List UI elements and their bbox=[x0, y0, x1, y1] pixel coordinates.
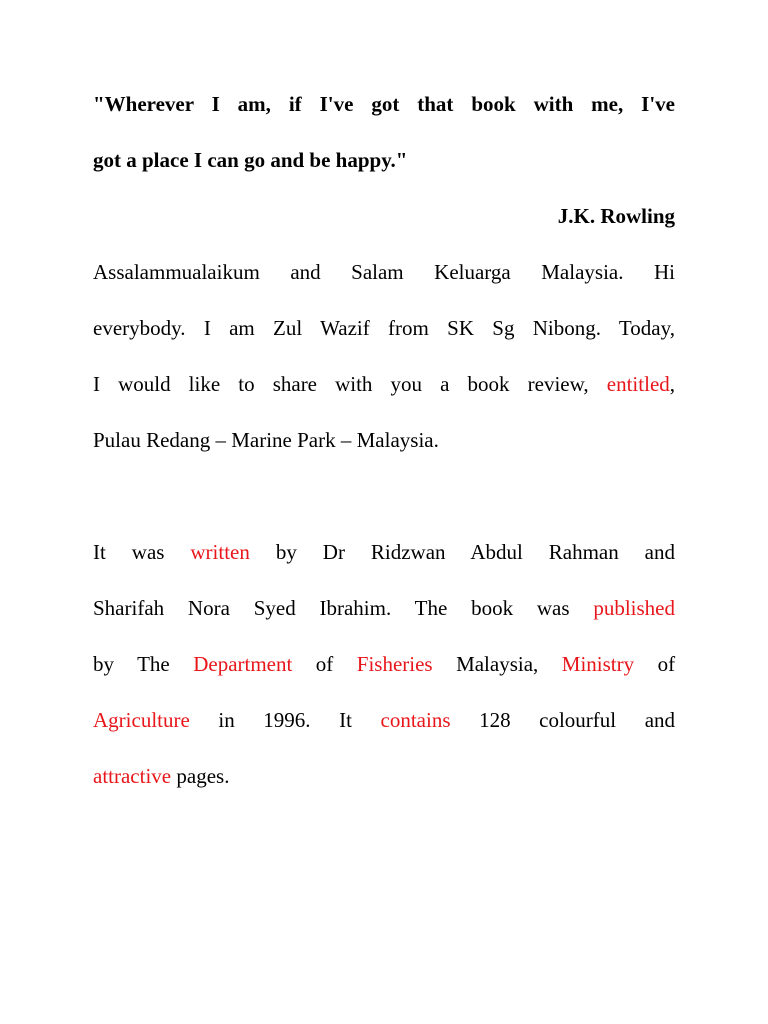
text-segment: of bbox=[315, 652, 334, 676]
paragraph1-line-4: Pulau Redang – Marine Park – Malaysia. bbox=[93, 428, 439, 452]
text-segment: by Dr Ridzwan Abdul Rahman and bbox=[275, 540, 676, 564]
text-segment: It was bbox=[93, 540, 165, 564]
paragraph2-line-4 bbox=[93, 692, 675, 748]
document-page bbox=[93, 76, 675, 804]
comma: , bbox=[669, 372, 676, 396]
highlight-word: attractive bbox=[93, 764, 172, 788]
highlight-word: written bbox=[190, 540, 250, 564]
highlight-word: contains bbox=[380, 708, 451, 732]
paragraph2-line-2 bbox=[93, 580, 675, 636]
highlight-word: entitled bbox=[606, 372, 670, 396]
paragraph1-line-1: Assalammualaikum and Salam Keluarga Malaysia. Hi bbox=[93, 260, 675, 284]
paragraph1-line-3-text: I would like to share with you a book review, bbox=[93, 372, 589, 396]
quote-line-1: "Wherever I am, if I've got that book with me, I've bbox=[93, 92, 675, 116]
text-segment: of bbox=[657, 652, 676, 676]
text-segment: pages. bbox=[176, 764, 230, 788]
text-segment: Malaysia, bbox=[456, 652, 539, 676]
quote-author: J.K. Rowling bbox=[557, 204, 675, 228]
paragraph2-line-1 bbox=[93, 524, 675, 580]
text-segment: by The bbox=[93, 652, 170, 676]
highlight-word: Ministry bbox=[561, 652, 635, 676]
highlight-word: Fisheries bbox=[356, 652, 433, 676]
paragraph2-line-3 bbox=[93, 636, 675, 692]
quote-line-2: got a place I can go and be happy." bbox=[93, 148, 408, 172]
highlight-word: published bbox=[593, 596, 675, 620]
text-segment: 128 colourful and bbox=[479, 708, 676, 732]
highlight-word: Department bbox=[193, 652, 293, 676]
highlight-word: Agriculture bbox=[93, 708, 190, 732]
text-segment: in 1996. It bbox=[218, 708, 352, 732]
paragraph1-line-3 bbox=[93, 356, 675, 412]
text-segment: Sharifah Nora Syed Ibrahim. The book was bbox=[93, 596, 570, 620]
paragraph2-line-5 bbox=[93, 748, 675, 804]
paragraph-gap bbox=[93, 468, 675, 524]
paragraph1-line-2: everybody. I am Zul Wazif from SK Sg Nibong. Today, bbox=[93, 316, 675, 340]
